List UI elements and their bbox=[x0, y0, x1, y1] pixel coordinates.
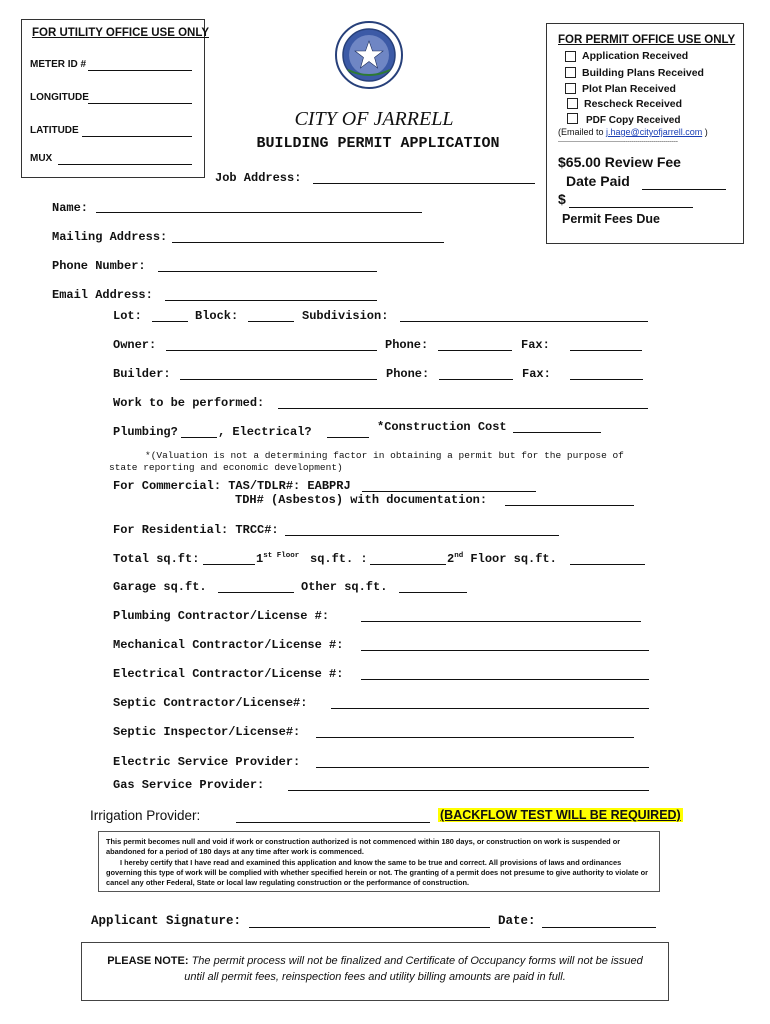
valuation-note-line-2: state reporting and economic development) bbox=[109, 462, 343, 473]
work-label: Work to be performed: bbox=[113, 396, 265, 410]
builder-fax-label: Fax: bbox=[522, 367, 551, 381]
construction-cost-label: *Construction Cost bbox=[377, 420, 507, 434]
form-title: BUILDING PERMIT APPLICATION bbox=[256, 135, 500, 152]
owner-fax-label: Fax: bbox=[521, 338, 550, 352]
builder-label: Builder: bbox=[113, 367, 171, 381]
plumbing-field[interactable] bbox=[181, 437, 217, 438]
septic-inspector-label: Septic Inspector/License#: bbox=[113, 725, 301, 739]
second-floor-sqft-text: Floor sq.ft. bbox=[470, 552, 557, 566]
owner-field[interactable] bbox=[166, 350, 377, 351]
owner-fax-field[interactable] bbox=[570, 350, 642, 351]
signature-date-label: Date: bbox=[498, 914, 536, 928]
meter-id-label: METER ID # bbox=[30, 59, 87, 70]
applicant-signature-field[interactable] bbox=[249, 927, 490, 928]
first-floor-label bbox=[256, 552, 299, 566]
please-note-line-1 bbox=[82, 955, 668, 967]
signature-date-field[interactable] bbox=[542, 927, 656, 928]
residential-label: For Residential: TRCC#: bbox=[113, 523, 279, 537]
electrical-field[interactable] bbox=[327, 437, 369, 438]
mailing-address-label: Mailing Address: bbox=[52, 230, 168, 244]
irrigation-label: Irrigation Provider: bbox=[90, 808, 201, 823]
first-floor-superscript: st Floor bbox=[263, 552, 300, 560]
plumbing-contractor-field[interactable] bbox=[361, 621, 641, 622]
please-note-box bbox=[81, 942, 669, 1001]
owner-phone-field[interactable] bbox=[438, 350, 512, 351]
mechanical-contractor-label: Mechanical Contractor/License #: bbox=[113, 638, 344, 652]
latitude-label: LATITUDE bbox=[30, 125, 79, 136]
owner-phone-label: Phone: bbox=[385, 338, 429, 352]
electrical-label: , Electrical? bbox=[218, 425, 312, 439]
garage-sqft-field[interactable] bbox=[218, 592, 294, 593]
city-seal-logo bbox=[334, 20, 404, 90]
septic-contractor-label: Septic Contractor/License#: bbox=[113, 696, 308, 710]
please-note-line-2: until all permit fees, reinspection fees and utility billing amounts are paid in full. bbox=[184, 971, 566, 983]
emailed-prefix: (Emailed to bbox=[558, 127, 607, 137]
phone-number-field[interactable] bbox=[158, 271, 377, 272]
residential-field[interactable] bbox=[285, 535, 559, 536]
email-address-label: Email Address: bbox=[52, 288, 153, 302]
permit-box-title: FOR PERMIT OFFICE USE ONLY bbox=[558, 34, 736, 46]
legal-paragraph-1: This permit becomes null and void if work or construction authorized is not commenced within 180 days, or construction on work is suspended or abandoned for a period of 180 days at any time after work is commenced. bbox=[106, 837, 621, 856]
gas-service-field[interactable] bbox=[288, 790, 649, 791]
mux-field[interactable] bbox=[58, 164, 192, 165]
application-received-checkbox[interactable] bbox=[565, 51, 576, 62]
pdf-copy-received-checkbox[interactable] bbox=[567, 113, 578, 124]
please-note-label: PLEASE NOTE: bbox=[107, 955, 189, 967]
electric-service-label: Electric Service Provider: bbox=[113, 755, 301, 769]
tdh-field[interactable] bbox=[505, 505, 634, 506]
latitude-field[interactable] bbox=[82, 136, 192, 137]
second-floor-number: 2 bbox=[447, 552, 455, 566]
first-floor-sqft-field[interactable] bbox=[370, 564, 446, 565]
other-sqft-label: Other sq.ft. bbox=[301, 580, 388, 594]
application-received-label: Application Received bbox=[582, 50, 689, 62]
legal-statement-box bbox=[98, 831, 660, 892]
name-label: Name: bbox=[52, 201, 89, 215]
construction-cost-field[interactable] bbox=[513, 432, 601, 433]
emailed-to-note bbox=[558, 127, 708, 137]
electrical-contractor-field[interactable] bbox=[361, 679, 649, 680]
subdivision-field[interactable] bbox=[400, 321, 648, 322]
total-sqft-label: Total sq.ft: bbox=[113, 552, 200, 566]
rescheck-received-checkbox[interactable] bbox=[567, 98, 578, 109]
first-floor-sqft-label: sq.ft. : bbox=[310, 552, 368, 566]
building-plans-received-checkbox[interactable] bbox=[565, 67, 576, 78]
commercial-field[interactable] bbox=[362, 491, 536, 492]
meter-id-field[interactable] bbox=[88, 70, 192, 71]
rescheck-received-label: Rescheck Received bbox=[584, 98, 683, 110]
septic-inspector-field[interactable] bbox=[316, 737, 634, 738]
email-link[interactable]: j.hage@cityofjarrell.com bbox=[606, 127, 703, 137]
pdf-copy-received-label: PDF Copy Received bbox=[586, 115, 681, 126]
building-plans-received-label: Building Plans Received bbox=[582, 67, 704, 79]
job-address-label: Job Address: bbox=[215, 171, 302, 185]
second-floor-label bbox=[447, 552, 557, 566]
irrigation-field[interactable] bbox=[236, 822, 430, 823]
owner-label: Owner: bbox=[113, 338, 157, 352]
permit-office-box bbox=[546, 23, 744, 244]
block-label: Block: bbox=[195, 309, 239, 323]
mailing-address-field[interactable] bbox=[172, 242, 444, 243]
backflow-notice: (BACKFLOW TEST WILL BE REQUIRED) bbox=[440, 808, 681, 822]
block-field[interactable] bbox=[248, 321, 294, 322]
phone-number-label: Phone Number: bbox=[52, 259, 146, 273]
garage-sqft-label: Garage sq.ft. bbox=[113, 580, 207, 594]
valuation-note-line-1: *(Valuation is not a determining factor in obtaining a permit but for the purpose of bbox=[145, 450, 624, 461]
plumbing-label: Plumbing? bbox=[113, 425, 178, 439]
builder-phone-label: Phone: bbox=[386, 367, 430, 381]
builder-fax-field[interactable] bbox=[570, 379, 643, 380]
email-address-field[interactable] bbox=[165, 300, 377, 301]
date-paid-field[interactable] bbox=[642, 189, 726, 190]
mechanical-contractor-field[interactable] bbox=[361, 650, 649, 651]
plot-plan-received-label: Plot Plan Received bbox=[582, 83, 676, 95]
other-sqft-field[interactable] bbox=[399, 592, 467, 593]
tdh-label: TDH# (Asbestos) with documentation: bbox=[235, 493, 488, 507]
work-field[interactable] bbox=[278, 408, 648, 409]
total-sqft-field[interactable] bbox=[203, 564, 255, 565]
review-fee: $65.00 Review Fee bbox=[558, 154, 681, 170]
lot-field[interactable] bbox=[152, 321, 188, 322]
dashed-divider: ------------------------------------------------------------ bbox=[558, 139, 678, 145]
legal-paragraph-2: I hereby certify that I have read and examined this application and know the same to be true and correct. All provisions of laws and ordinances governing this type of work will be complied with whether specified herein or not. The granting of a permit does not presume to give authority to violate or cancel any other Federal, State or local law regulating construction or the performance of construction. bbox=[106, 858, 649, 887]
second-floor-sqft-field[interactable] bbox=[570, 564, 645, 565]
emailed-suffix: ) bbox=[702, 127, 708, 137]
builder-field[interactable] bbox=[180, 379, 377, 380]
date-paid-label: Date Paid bbox=[566, 173, 630, 189]
permit-fees-field[interactable] bbox=[569, 207, 693, 208]
lot-label: Lot: bbox=[113, 309, 142, 323]
utility-box-title: FOR UTILITY OFFICE USE ONLY bbox=[32, 27, 209, 39]
septic-contractor-field[interactable] bbox=[331, 708, 649, 709]
mux-label: MUX bbox=[30, 153, 53, 164]
applicant-signature-label: Applicant Signature: bbox=[91, 914, 242, 928]
dollar-sign: $ bbox=[558, 191, 566, 207]
plumbing-contractor-label: Plumbing Contractor/License #: bbox=[113, 609, 330, 623]
electrical-contractor-label: Electrical Contractor/License #: bbox=[113, 667, 344, 681]
utility-office-box bbox=[21, 19, 209, 178]
gas-service-label: Gas Service Provider: bbox=[113, 778, 265, 792]
builder-phone-field[interactable] bbox=[439, 379, 513, 380]
please-note-text-1: The permit process will not be finalized and Certificate of Occupancy forms will not be issued bbox=[191, 955, 643, 967]
commercial-label: For Commercial: TAS/TDLR#: EABPRJ bbox=[113, 479, 351, 493]
second-floor-superscript: nd bbox=[454, 552, 464, 560]
permit-fees-due-label: Permit Fees Due bbox=[562, 212, 660, 226]
first-floor-number: 1 bbox=[256, 552, 264, 566]
subdivision-label: Subdivision: bbox=[302, 309, 389, 323]
city-name: CITY OF JARRELL bbox=[294, 108, 454, 130]
longitude-label: LONGITUDE bbox=[30, 92, 89, 103]
electric-service-field[interactable] bbox=[316, 767, 649, 768]
longitude-field[interactable] bbox=[88, 103, 192, 104]
job-address-field[interactable] bbox=[313, 183, 535, 184]
plot-plan-received-checkbox[interactable] bbox=[565, 83, 576, 94]
name-field[interactable] bbox=[96, 212, 422, 213]
